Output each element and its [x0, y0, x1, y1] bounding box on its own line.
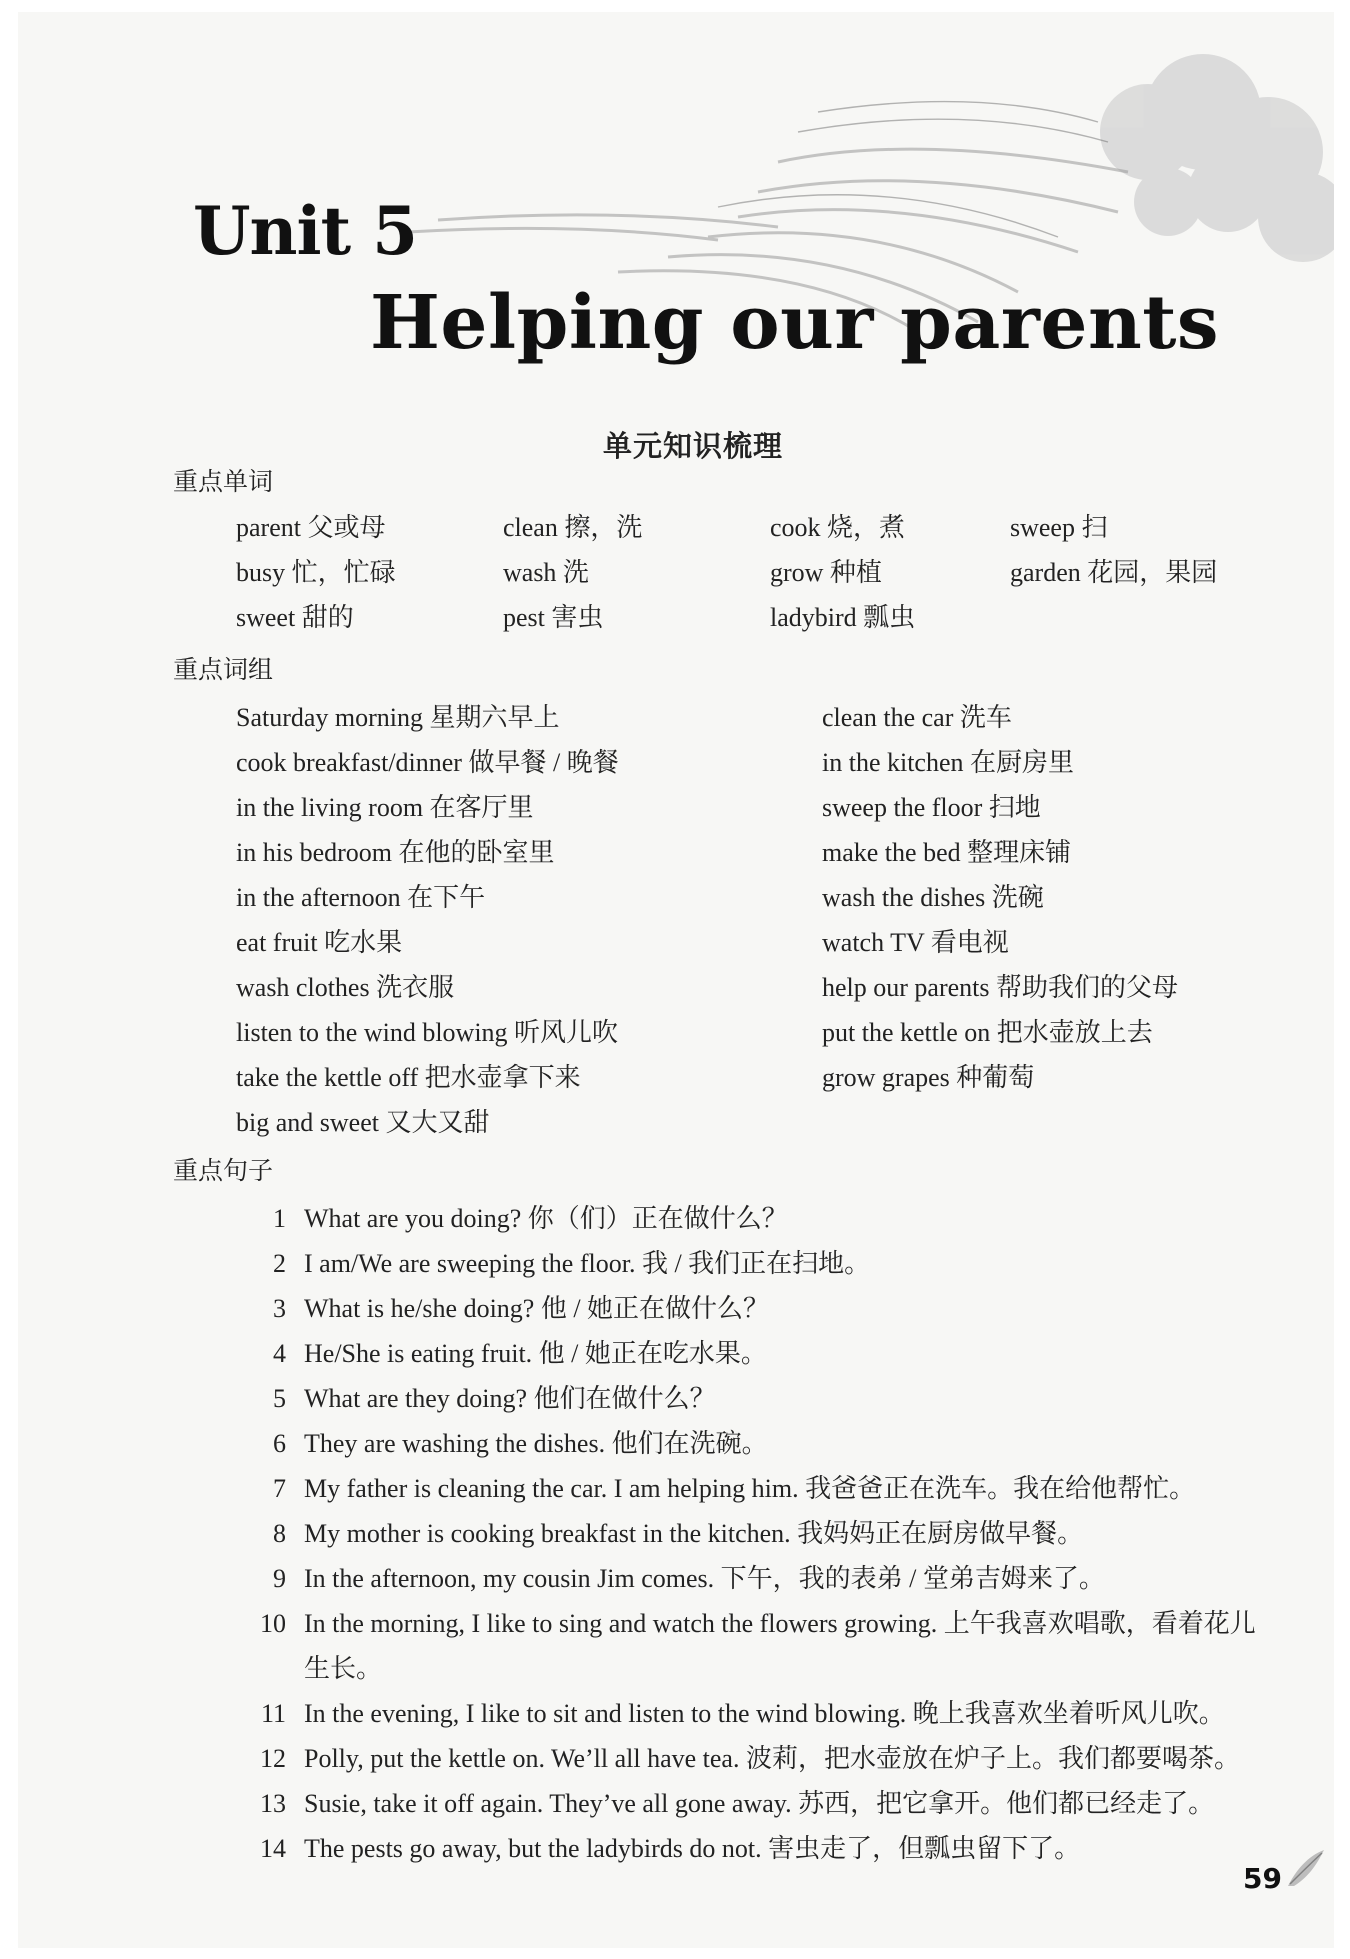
key-phrases-columns — [236, 695, 1276, 1145]
sentence-number: 5 — [273, 1384, 286, 1413]
phrase-item: help our parents 帮助我们的父母 — [822, 973, 1179, 1002]
sentence-item — [236, 1331, 1276, 1376]
sentence-number: 10 — [260, 1609, 286, 1638]
sentence-number: 12 — [260, 1744, 286, 1773]
sentence-text: In the morning, I like to sing and watch the flowers growing. 上午我喜欢唱歌，看着花儿生长。 — [304, 1609, 1256, 1683]
sentence-item — [236, 1376, 1276, 1421]
word-item: sweet 甜的 — [236, 603, 354, 632]
key-phrases-heading: 重点词组 — [173, 655, 274, 684]
key-words-grid — [236, 508, 1276, 637]
sentence-item — [236, 1466, 1276, 1511]
phrase-item: put the kettle on 把水壶放上去 — [822, 1018, 1153, 1047]
sentence-number: 9 — [273, 1564, 286, 1593]
sentence-number: 4 — [273, 1339, 286, 1368]
phrases-right-column — [822, 695, 1276, 1145]
phrase-item: wash clothes 洗衣服 — [236, 973, 455, 1002]
phrase-item: Saturday morning 星期六早上 — [236, 703, 560, 732]
key-words-heading: 重点单词 — [173, 467, 274, 496]
phrase-item: clean the car 洗车 — [822, 703, 1012, 732]
sentence-number: 8 — [273, 1519, 286, 1548]
sentence-number: 7 — [273, 1474, 286, 1503]
phrases-left-column — [236, 695, 822, 1145]
phrase-item: wash the dishes 洗碗 — [822, 883, 1044, 912]
sentence-item — [236, 1421, 1276, 1466]
phrase-item: sweep the floor 扫地 — [822, 793, 1041, 822]
sentence-text: What are they doing? 他们在做什么？ — [304, 1384, 716, 1413]
phrase-item: take the kettle off 把水壶拿下来 — [236, 1063, 581, 1092]
phrase-item: in the living room 在客厅里 — [236, 793, 534, 822]
sentence-text: He/She is eating fruit. 他 / 她正在吃水果。 — [304, 1339, 767, 1368]
sentence-item — [236, 1781, 1276, 1826]
word-item: sweep 扫 — [1010, 513, 1108, 542]
sentence-item — [236, 1826, 1276, 1871]
word-item: pest 害虫 — [503, 603, 604, 632]
phrase-item: in his bedroom 在他的卧室里 — [236, 838, 555, 867]
sentence-text: Susie, take it off again. They’ve all gone away. 苏西，把它拿开。他们都已经走了。 — [304, 1789, 1215, 1818]
word-item: grow 种植 — [770, 558, 882, 587]
sentence-text: The pests go away, but the ladybirds do not. 害虫走了，但瓢虫留下了。 — [304, 1834, 1081, 1863]
sentence-number: 13 — [260, 1789, 286, 1818]
sentence-text: I am/We are sweeping the floor. 我 / 我们正在扫地。 — [304, 1249, 871, 1278]
sentence-number: 2 — [273, 1249, 286, 1278]
key-sentences-list — [236, 1196, 1276, 1871]
sentence-text: My father is cleaning the car. I am helping him. 我爸爸正在洗车。我在给他帮忙。 — [304, 1474, 1196, 1503]
leaf-icon — [1284, 1846, 1328, 1890]
phrase-item: in the kitchen 在厨房里 — [822, 748, 1075, 777]
sentence-item — [236, 1286, 1276, 1331]
sentence-number: 6 — [273, 1429, 286, 1458]
key-sentences-heading: 重点句子 — [173, 1156, 274, 1185]
section-heading: 单元知识梳理 — [602, 429, 783, 463]
sentence-text: Polly, put the kettle on. We’ll all have tea. 波莉，把水壶放在炉子上。我们都要喝茶。 — [304, 1744, 1240, 1773]
phrase-item: make the bed 整理床铺 — [822, 838, 1072, 867]
sentence-text: They are washing the dishes. 他们在洗碗。 — [304, 1429, 768, 1458]
sentence-item — [236, 1196, 1276, 1241]
sentence-text: In the evening, I like to sit and listen to the wind blowing. 晚上我喜欢坐着听风儿吹。 — [304, 1699, 1225, 1728]
sentence-item — [236, 1511, 1276, 1556]
sentence-item — [236, 1736, 1276, 1781]
phrase-item: grow grapes 种葡萄 — [822, 1063, 1035, 1092]
sentence-number: 11 — [260, 1699, 286, 1728]
word-item: parent 父或母 — [236, 513, 386, 542]
word-item: ladybird 瓢虫 — [770, 603, 916, 632]
sentence-item — [236, 1241, 1276, 1286]
unit-label: Unit 5 — [193, 192, 418, 270]
phrase-item: in the afternoon 在下午 — [236, 883, 486, 912]
sentence-text: My mother is cooking breakfast in the kitchen. 我妈妈正在厨房做早餐。 — [304, 1519, 1084, 1548]
sentence-item — [236, 1556, 1276, 1601]
phrase-item: watch TV 看电视 — [822, 928, 1009, 957]
sentence-text: What are you doing? 你（们）正在做什么？ — [304, 1204, 788, 1233]
word-item: cook 烧，煮 — [770, 513, 906, 542]
word-item: wash 洗 — [503, 558, 589, 587]
word-item: clean 擦，洗 — [503, 513, 643, 542]
phrase-item: cook breakfast/dinner 做早餐 / 晚餐 — [236, 748, 619, 777]
page-number: 59 — [1243, 1862, 1282, 1895]
sentence-number: 14 — [260, 1834, 286, 1863]
sentence-text: What is he/she doing? 他 / 她正在做什么？ — [304, 1294, 770, 1323]
sentence-item — [236, 1601, 1276, 1691]
phrase-item: eat fruit 吃水果 — [236, 928, 403, 957]
phrase-item: big and sweet 又大又甜 — [236, 1108, 490, 1137]
sentence-item — [236, 1691, 1276, 1736]
phrase-item: listen to the wind blowing 听风儿吹 — [236, 1018, 619, 1047]
sentence-number: 1 — [273, 1204, 286, 1233]
cloud-shapes — [1100, 54, 1334, 262]
word-item: busy 忙，忙碌 — [236, 558, 396, 587]
sentence-text: In the afternoon, my cousin Jim comes. 下午，我的表弟 / 堂弟吉姆来了。 — [304, 1564, 1105, 1593]
unit-title: Helping our parents — [370, 280, 1220, 366]
word-item: garden 花园，果园 — [1010, 558, 1218, 587]
sentence-number: 3 — [273, 1294, 286, 1323]
